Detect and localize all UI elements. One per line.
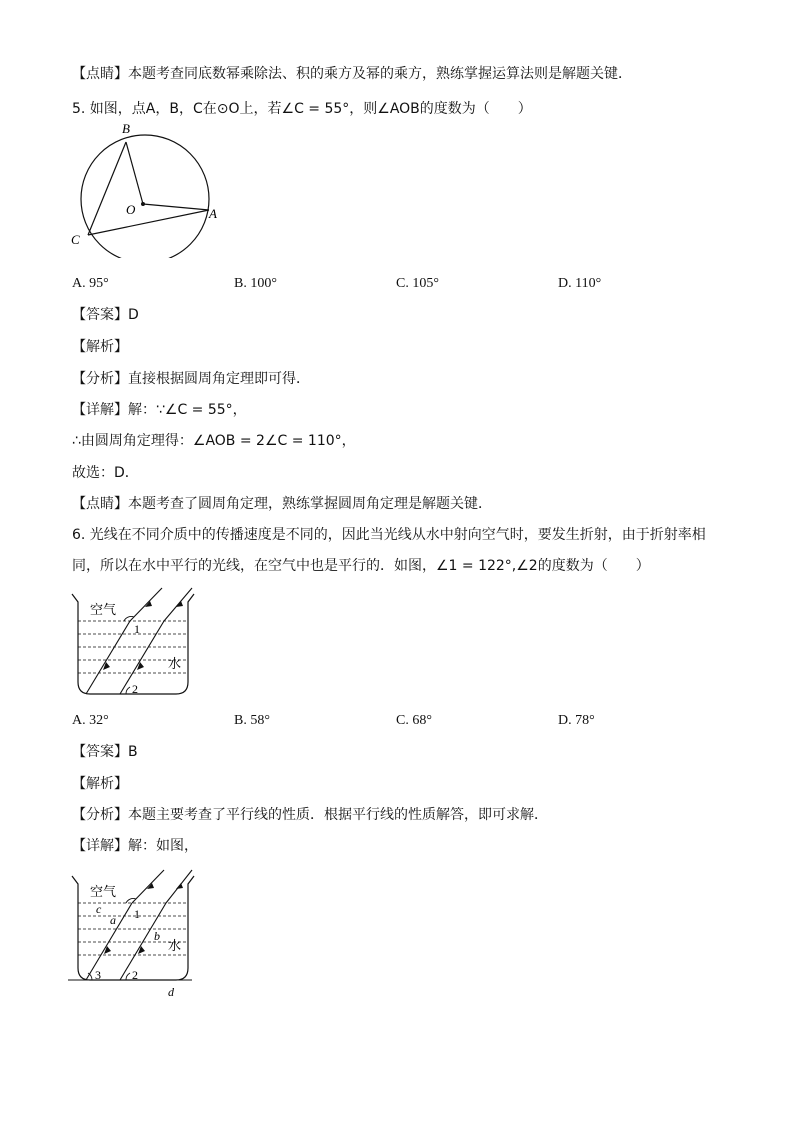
q6-option-b: B. 58° [234,713,270,728]
label-d: d [168,985,174,999]
label-b: b [154,929,160,943]
label-water: 水 [168,938,182,953]
analysis-5: 【分析】直接根据圆周角定理即可得． [72,371,310,387]
annotated-beaker-figure [68,868,198,1000]
label-angle-1: 1 [134,907,140,921]
label-water: 水 [168,656,182,671]
analysis-heading-6: 【解析】 [72,776,128,792]
label-c: c [96,902,102,916]
q5-option-a: A. 95° [72,276,109,291]
label-a: a [110,913,116,927]
label-angle-1: 1 [134,622,140,636]
analysis-heading-5: 【解析】 [72,339,128,355]
detail-6: 【详解】解：如图， [72,838,198,854]
label-air: 空气 [90,602,117,617]
label-angle-2: 2 [132,682,138,696]
answer-5: 【答案】D [72,307,139,323]
q6-option-a: A. 32° [72,713,109,728]
q5-option-d: D. 110° [558,276,602,291]
label-B: B [122,121,130,136]
detail-5-line2: ∴由圆周角定理得：∠AOB = 2∠C = 110°， [72,433,356,449]
label-O: O [126,202,136,217]
q5-option-b: B. 100° [234,276,277,291]
label-A: A [209,206,217,221]
question-6-line2: 同，所以在水中平行的光线，在空气中也是平行的．如图，∠1 = 122°,∠2的度数为（ ） [72,558,650,574]
detail-5-line3: 故选：D． [72,465,139,481]
q5-option-c: C. 105° [396,276,439,291]
q6-option-d: D. 78° [558,713,595,728]
label-angle-2: 2 [132,968,138,982]
summary-note-q5: 【点睛】本题考查了圆周角定理，熟练掌握圆周角定理是解题关键． [72,496,492,512]
question-6-line1: 6. 光线在不同介质中的传播速度是不同的，因此当光线从水中射向空气时，要发生折射，由于折射率相 [72,527,706,543]
answer-6: 【答案】B [72,744,138,760]
question-5: 5. 如图，点A，B，C在⊙O上，若∠C = 55°，则∠AOB的度数为（ ） [72,101,532,117]
beaker-figure [68,586,198,698]
label-angle-3: 3 [95,968,101,982]
summary-note-q4: 【点睛】本题考查同底数幂乘除法、积的乘方及幂的乘方，熟练掌握运算法则是解题关键． [72,66,632,82]
analysis-6: 【分析】本题主要考查了平行线的性质．根据平行线的性质解答，即可求解． [72,807,548,823]
q6-option-c: C. 68° [396,713,432,728]
label-C: C [71,232,80,247]
detail-5-line1: 【详解】解：∵∠C = 55°， [72,402,247,418]
label-air: 空气 [90,884,117,899]
circle-figure [64,118,234,258]
